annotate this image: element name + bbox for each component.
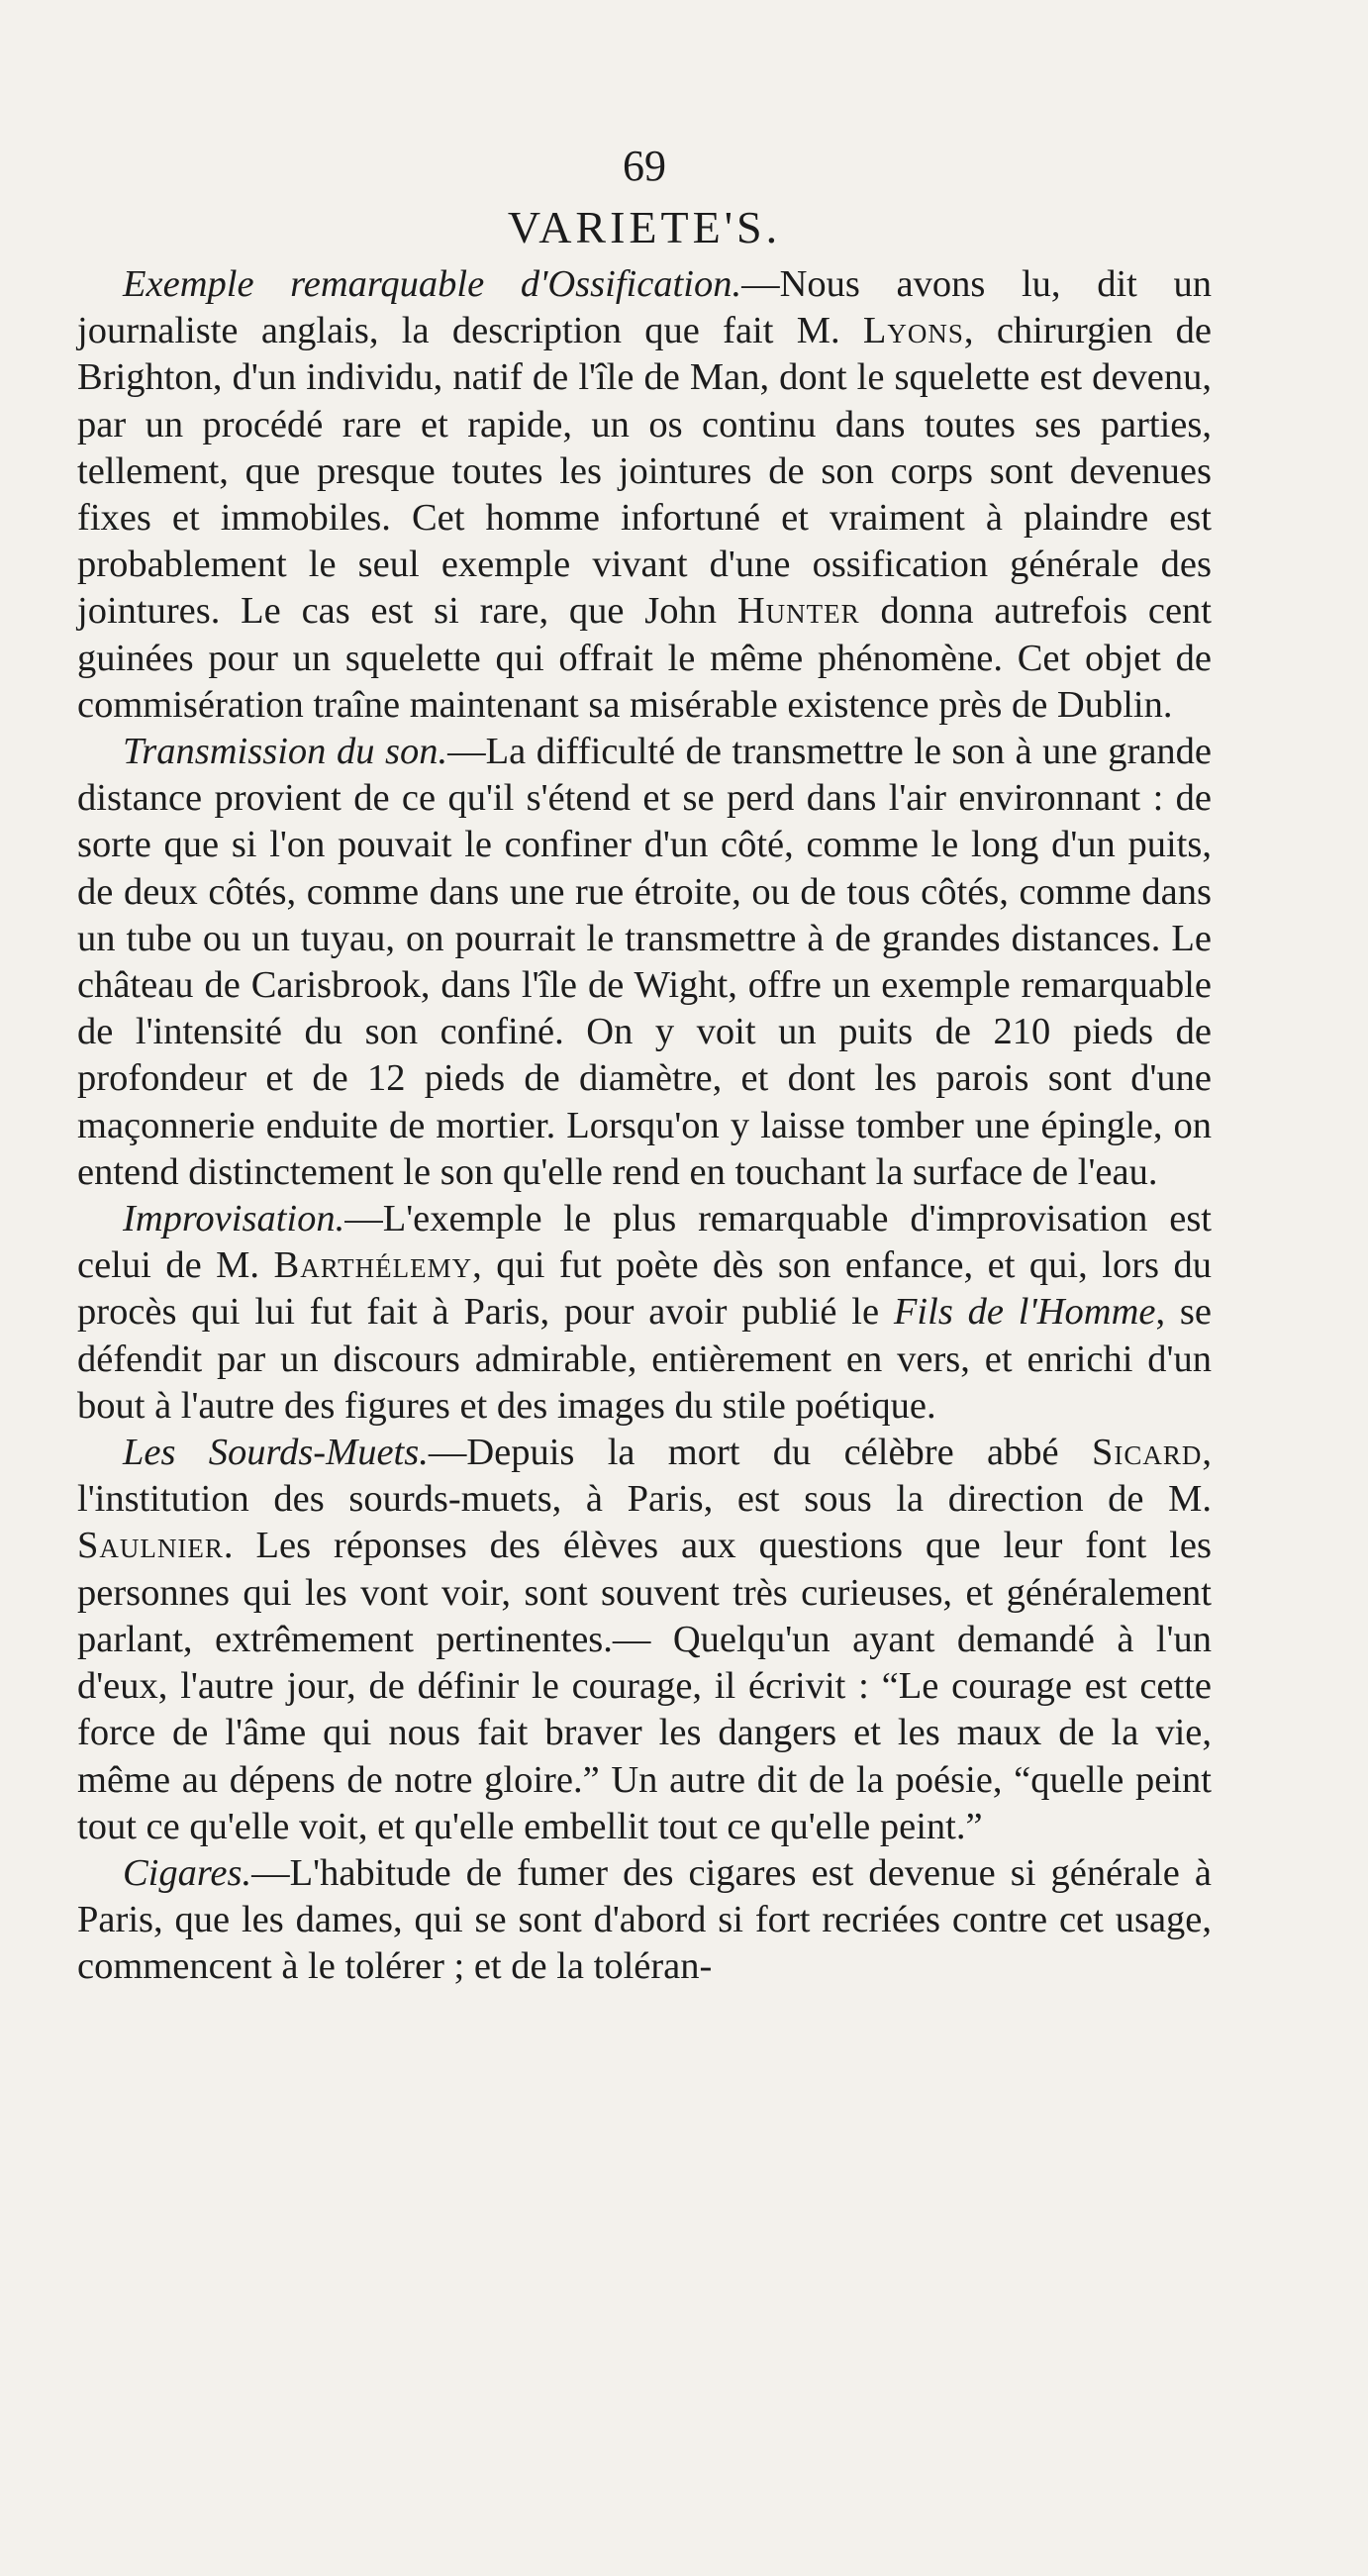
- article-headline: Cigares.: [123, 1851, 252, 1894]
- article-text: —L'exemple le plus remarquable d'improvisation est celui de M.: [77, 1198, 1212, 1287]
- article-text: donna autrefois cent guinées pour un squelette qui offrait le même phénomène. Cet objet de commisération traîne maintenant sa misérable existence près de Dublin.: [77, 590, 1212, 726]
- article-headline: Transmission du son.: [123, 731, 448, 773]
- person-name: Barthélemy: [273, 1244, 473, 1287]
- person-name: Hunter: [736, 590, 860, 633]
- article-text: —La difficulté de transmettre le son à une grande distance provient de ce qu'il s'étend et se perd dans l'air environnant : de sorte que si l'on pouvait le confiner d'un côté, comme le long d'un puits, de deux côtés, comme dans une rue étroite, ou de tous côtés, comme dans un tube ou un tuyau, on pourrait le transmettre à de grandes distances. Le château de Carisbrook, dans l'île de Wight, offre un exemple remarquable de l'intensité du son confiné. On y voit un puits de 210 pieds de profondeur et de 12 pieds de diamètre, et dont les parois sont d'une maçonnerie enduite de mortier. Lorsqu'on y laisse tomber une épingle, on entend distinctement le son qu'elle rend en touchant la surface de l'eau.: [77, 731, 1212, 1193]
- article-text: —Depuis la mort du célèbre abbé: [428, 1432, 1092, 1474]
- book-title: Fils de l'Homme: [893, 1291, 1156, 1334]
- article-headline: Improvisation.: [123, 1198, 345, 1240]
- article-improvisation: [77, 1196, 1212, 1430]
- article-text: , se défendit par un discours admirable, entièrement en vers, et enrichi d'un bout à l'autre des figures et des images du stile poétique.: [77, 1291, 1213, 1427]
- article-sourds-muets: [77, 1430, 1212, 1850]
- article-headline: Les Sourds-Muets.: [123, 1432, 429, 1474]
- article-text: , qui fut poète dès son enfance, et qui, lors du procès qui lui fut fait à Paris, pour avoir publié le: [77, 1244, 1213, 1334]
- page: [77, 139, 1212, 1991]
- article-transmission-du-son: [77, 729, 1212, 1196]
- article-headline: Exemple remarquable d'Ossification.: [123, 263, 742, 305]
- person-name: Lyons: [862, 310, 964, 352]
- article-text: , l'institution des sourds-muets, à Paris, est sous la direction de M.: [77, 1432, 1212, 1521]
- article-cigares: [77, 1850, 1212, 1991]
- article-ossification: [77, 261, 1212, 729]
- person-name: Sicard: [1091, 1432, 1203, 1474]
- person-name: Saulnier: [77, 1525, 224, 1567]
- article-text: —L'habitude de fumer des cigares est devenue si générale à Paris, que les dames, qui se sont d'abord si fort recriées contre cet usage, commencent à le tolérer ; et de la toléran-: [77, 1851, 1212, 1988]
- article-text: , chirurgien de Brighton, d'un individu, natif de l'île de Man, dont le squelette est devenu, par un procédé rare et rapide, un os continu dans toutes ses parties, tellement, que presque toutes les jointures de son corps sont devenues fixes et immobiles. Cet homme infortuné et vraiment à plaindre est probablement le seul exemple vivant d'une ossification générale des jointures. Le cas est si rare, que John: [77, 310, 1212, 633]
- section-title: VARIETE'S.: [507, 202, 782, 252]
- article-text: . Les réponses des élèves aux questions que leur font les personnes qui les vont voir, sont souvent très curieuses, et généralement parlant, extrêmement pertinentes.— Quelqu'un ayant demandé à l'un d'eux, l'autre jour, de définir le courage, il écrivit : “Le courage est cette force de l'âme qui nous fait braver les dangers et les maux de la vie, même au dépens de notre gloire.” Un autre dit de la poésie, “quelle peint tout ce qu'elle voit, et qu'elle embellit tout ce qu'elle peint.”: [77, 1525, 1212, 1847]
- page-number: 69: [623, 142, 666, 190]
- article-text: —Nous avons lu, dit un journaliste anglais, la description que fait M.: [77, 263, 1213, 352]
